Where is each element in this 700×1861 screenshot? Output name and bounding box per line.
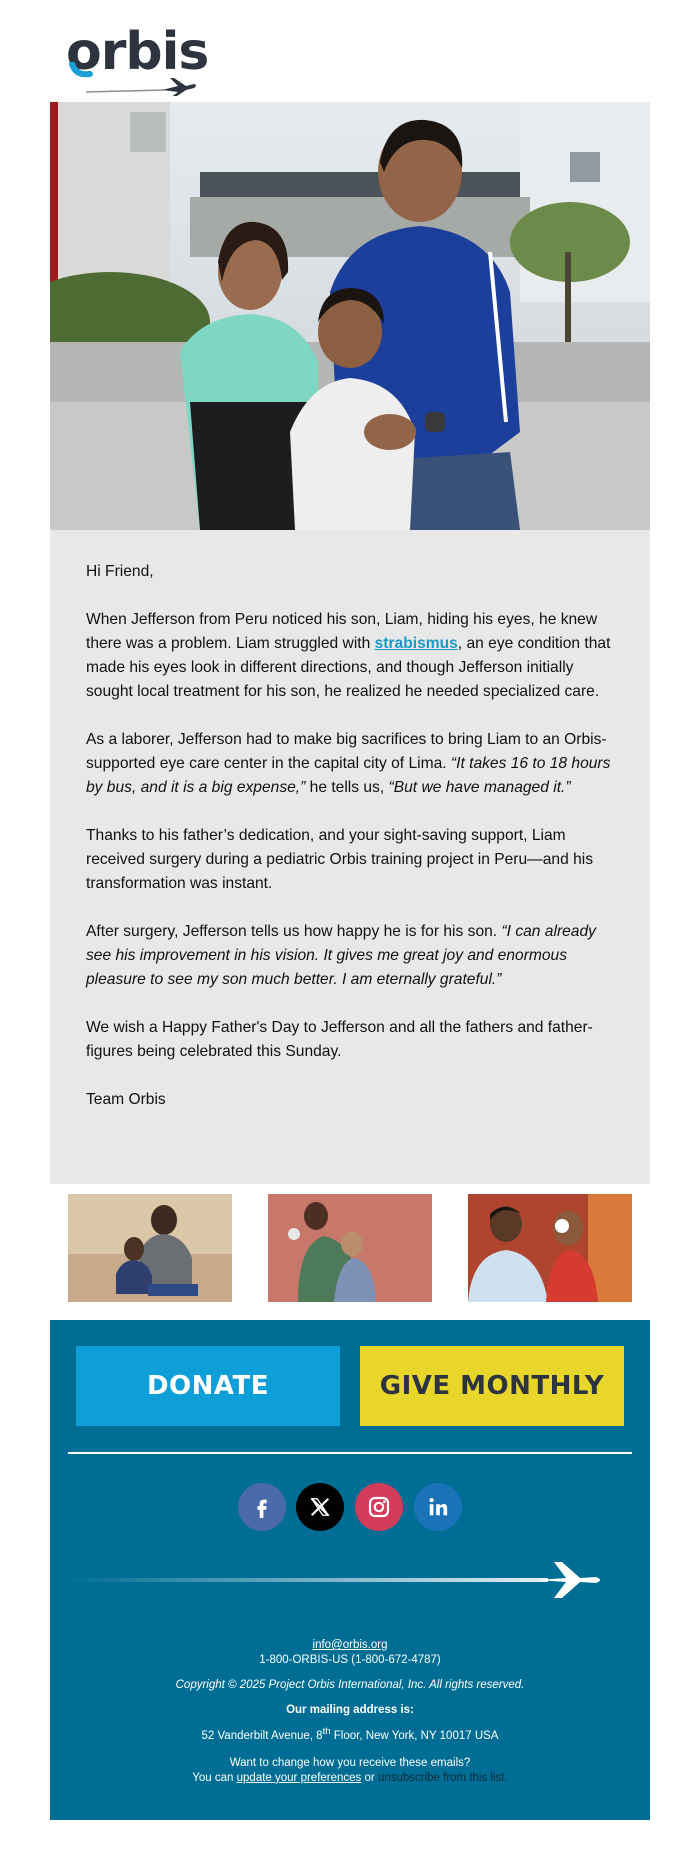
p2-text-b: he tells us, xyxy=(305,779,389,796)
footer-contact xyxy=(50,1638,650,1786)
email-link[interactable]: info@orbis.org xyxy=(312,1639,388,1651)
update-preferences-link[interactable]: update your preferences xyxy=(236,1771,362,1784)
photo-thumbnails xyxy=(68,1194,632,1302)
p2-quote-1: “It takes 16 to 18 hours by bus, and it is a big expense,” xyxy=(86,755,611,796)
give-monthly-button[interactable]: GIVE MONTHLY xyxy=(360,1346,624,1426)
greeting: Hi Friend, xyxy=(86,563,154,580)
mailing-address xyxy=(50,1724,650,1744)
address-a: 52 Vanderbilt Avenue, 8 xyxy=(201,1729,323,1742)
linkedin-icon[interactable] xyxy=(414,1483,462,1531)
p4-text-a: After surgery, Jefferson tells us how happy he is for his son. xyxy=(86,923,502,940)
change-question: Want to change how you receive these emails? xyxy=(229,1756,471,1769)
donate-button[interactable]: DONATE xyxy=(76,1346,340,1426)
phone-number: 1-800-ORBIS-US (1-800-672-4787) xyxy=(259,1654,441,1666)
letter-body xyxy=(50,530,650,1184)
footer-divider xyxy=(68,1452,632,1454)
thumb-father-son-sofa xyxy=(68,1194,232,1302)
preferences-line xyxy=(50,1771,650,1786)
plane-trail-icon xyxy=(68,1558,632,1602)
instagram-icon[interactable] xyxy=(355,1483,403,1531)
orbis-logo[interactable] xyxy=(66,22,209,96)
paragraph-2 xyxy=(86,728,614,800)
paragraph-5: We wish a Happy Father's Day to Jefferson and all the fathers and father-figures being celebrated this Sunday. xyxy=(86,1019,593,1060)
p2-quote-2: “But we have managed it.” xyxy=(388,779,571,796)
you-can-text: You can xyxy=(192,1771,237,1784)
p1-text-b: , an eye condition that made his eyes look in different directions, and though Jefferson initially sought local treatment for his son, he realized he needed specialized care. xyxy=(86,635,611,700)
signoff: Team Orbis xyxy=(86,1091,166,1108)
paragraph-1 xyxy=(86,608,614,704)
footer-panel xyxy=(50,1320,650,1820)
p1-text-a: When Jefferson from Peru noticed his son, Liam, hiding his eyes, he knew there was a problem. Liam struggled with xyxy=(86,611,598,652)
x-icon[interactable] xyxy=(296,1483,344,1531)
or-text: or xyxy=(361,1771,378,1784)
facebook-icon[interactable] xyxy=(238,1483,286,1531)
thumb-father-daughter-eyepatch xyxy=(468,1194,632,1302)
p4-quote: “I can already see his improvement in his vision. It gives me great joy and enormous pleasure to see my son much better. I am eternally grateful.” xyxy=(86,923,596,988)
strabismus-link[interactable]: strabismus xyxy=(374,635,458,652)
social-links xyxy=(238,1483,462,1531)
logo-plane-icon xyxy=(66,62,196,96)
paragraph-3: Thanks to his father’s dedication, and your sight-saving support, Liam received surgery during a pediatric Orbis training project in Peru—and his transformation was instant. xyxy=(86,827,594,892)
mailing-label: Our mailing address is: xyxy=(286,1704,414,1716)
paragraph-4 xyxy=(86,920,614,992)
copyright: Copyright © 2025 Project Orbis International, Inc. All rights reserved. xyxy=(175,1679,525,1691)
thumb-father-child-red-wall xyxy=(268,1194,432,1302)
logo-wordmark: orbis xyxy=(66,22,209,82)
p2-text-a: As a laborer, Jefferson had to make big sacrifices to bring Liam to an Orbis-supported eye care center in the capital city of Lima. xyxy=(86,731,607,772)
address-b: Floor, New York, NY 10017 USA xyxy=(330,1729,499,1742)
address-sup: th xyxy=(322,1726,331,1737)
unsubscribe-link[interactable]: unsubscribe from this list. xyxy=(377,1771,508,1784)
hero-photo-family xyxy=(50,102,650,530)
